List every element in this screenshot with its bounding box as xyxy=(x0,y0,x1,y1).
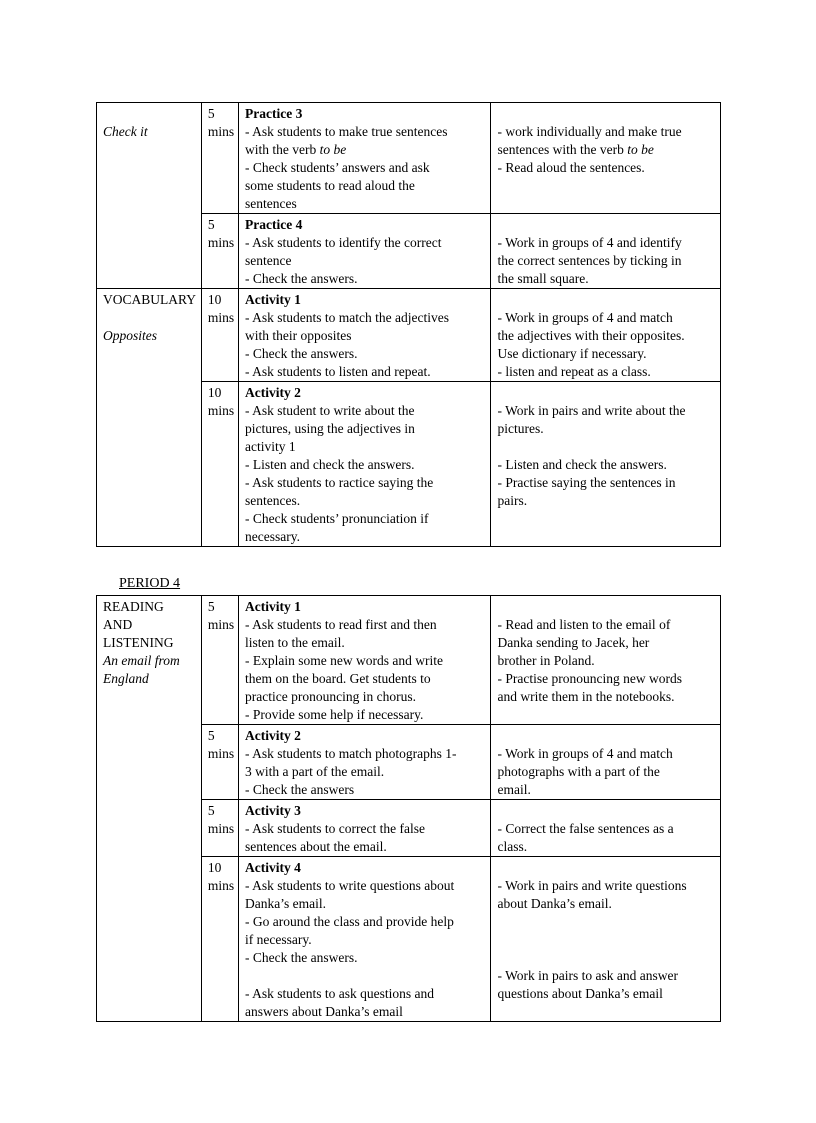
student-line: pairs. xyxy=(497,493,528,508)
teacher-line: - Check the answers. xyxy=(245,950,358,965)
student-line: - Work in groups of 4 and match xyxy=(497,310,673,325)
activity-title: Practice 3 xyxy=(245,106,303,121)
student-activity-cell xyxy=(491,289,721,382)
teacher-line: activity 1 xyxy=(245,439,296,454)
teacher-line: sentence xyxy=(245,253,292,268)
time-cell xyxy=(201,214,238,289)
time-cell xyxy=(201,596,238,725)
time-unit: mins xyxy=(207,403,235,418)
time-unit: mins xyxy=(207,878,235,893)
student-activity-cell xyxy=(491,725,721,800)
teacher-activity-cell xyxy=(239,382,491,547)
teacher-line: - Ask students to ractice saying the xyxy=(245,475,434,490)
teacher-line: - Ask students to write questions about xyxy=(245,878,455,893)
stage-cell xyxy=(97,596,202,1022)
teacher-line: - Provide some help if necessary. xyxy=(245,707,424,722)
student-line: - Work in pairs to ask and answer xyxy=(497,968,678,983)
student-line: class. xyxy=(497,839,528,854)
student-line: the adjectives with their opposites. xyxy=(497,328,685,343)
teacher-activity-cell xyxy=(239,596,491,725)
period-heading: PERIOD 4 xyxy=(119,576,181,591)
student-line: pictures. xyxy=(497,421,544,436)
time-value: 5 xyxy=(207,803,215,818)
teacher-line: necessary. xyxy=(245,529,301,544)
student-activity-cell xyxy=(491,103,721,214)
stage-text: READING xyxy=(103,599,164,614)
time-unit: mins xyxy=(207,617,235,632)
student-line: - Work in pairs and write about the xyxy=(497,403,686,418)
time-value: 5 xyxy=(207,728,215,743)
time-value: 10 xyxy=(207,385,222,400)
teacher-line: 3 with a part of the email. xyxy=(245,764,385,779)
student-line: - Work in groups of 4 and identify xyxy=(497,235,682,250)
activity-title: Activity 2 xyxy=(245,385,301,400)
student-line: about Danka’s email. xyxy=(497,896,612,911)
table-row xyxy=(97,103,721,214)
teacher-line: - Ask students to read first and then xyxy=(245,617,437,632)
student-line: brother in Poland. xyxy=(497,653,595,668)
time-cell xyxy=(201,857,238,1022)
time-cell xyxy=(201,103,238,214)
teacher-activity-cell xyxy=(239,103,491,214)
teacher-line: pictures, using the adjectives in xyxy=(245,421,415,436)
teacher-line: sentences. xyxy=(245,493,301,508)
teacher-line: sentences about the email. xyxy=(245,839,387,854)
teacher-line: Danka’s email. xyxy=(245,896,327,911)
teacher-line: them on the board. Get students to xyxy=(245,671,431,686)
teacher-line: - Check the answers. xyxy=(245,346,358,361)
teacher-activity-cell xyxy=(239,800,491,857)
time-cell xyxy=(201,289,238,382)
student-line: - Read and listen to the email of xyxy=(497,617,671,632)
stage-subtitle: Opposites xyxy=(103,328,157,343)
teacher-line: - Ask students to make true sentences xyxy=(245,124,448,139)
student-line: - listen and repeat as a class. xyxy=(497,364,651,379)
activity-title: Activity 3 xyxy=(245,803,301,818)
teacher-line: - Ask students to match the adjectives xyxy=(245,310,450,325)
student-line: questions about Danka’s email xyxy=(497,986,663,1001)
student-line: - Work in groups of 4 and match xyxy=(497,746,673,761)
teacher-line: - Ask students to match photographs 1- xyxy=(245,746,457,761)
time-unit: mins xyxy=(207,124,235,139)
stage-text: LISTENING xyxy=(103,635,174,650)
student-line: Danka sending to Jacek, her xyxy=(497,635,650,650)
teacher-line: - Listen and check the answers. xyxy=(245,457,415,472)
stage-cell xyxy=(97,103,202,289)
time-unit: mins xyxy=(207,235,235,250)
teacher-line: with the verb to be xyxy=(245,142,347,157)
student-line: - Correct the false sentences as a xyxy=(497,821,674,836)
time-unit: mins xyxy=(207,821,235,836)
student-activity-cell xyxy=(491,800,721,857)
teacher-line: - Check the answers xyxy=(245,782,355,797)
time-value: 10 xyxy=(207,292,222,307)
student-activity-cell xyxy=(491,857,721,1022)
student-line: email. xyxy=(497,782,531,797)
teacher-line: - Go around the class and provide help xyxy=(245,914,454,929)
time-value: 10 xyxy=(207,860,222,875)
student-line: - Work in pairs and write questions xyxy=(497,878,687,893)
stage-subtitle: An email from xyxy=(103,653,180,668)
student-activity-cell xyxy=(491,596,721,725)
activity-title: Activity 1 xyxy=(245,292,301,307)
teacher-line: - Ask students to identify the correct xyxy=(245,235,442,250)
activity-title: Activity 1 xyxy=(245,599,301,614)
teacher-line: with their opposites xyxy=(245,328,352,343)
teacher-line: - Check students’ answers and ask xyxy=(245,160,430,175)
teacher-line: some students to read aloud the xyxy=(245,178,415,193)
activity-title: Activity 2 xyxy=(245,728,301,743)
stage-cell xyxy=(97,289,202,547)
teacher-activity-cell xyxy=(239,725,491,800)
student-line: Use dictionary if necessary. xyxy=(497,346,647,361)
teacher-line: - Check students’ pronunciation if xyxy=(245,511,429,526)
student-line: - Practise pronouncing new words xyxy=(497,671,682,686)
teacher-line: - Explain some new words and write xyxy=(245,653,443,668)
student-line: the correct sentences by ticking in xyxy=(497,253,682,268)
time-value: 5 xyxy=(207,217,215,232)
student-line: - Practise saying the sentences in xyxy=(497,475,676,490)
stage-subtitle: England xyxy=(103,671,149,686)
student-line: photographs with a part of the xyxy=(497,764,660,779)
teacher-line: - Ask students to listen and repeat. xyxy=(245,364,431,379)
lesson-table-1 xyxy=(96,102,721,547)
student-line: - Read aloud the sentences. xyxy=(497,160,645,175)
stage-text: AND xyxy=(103,617,133,632)
table-row xyxy=(97,596,721,725)
student-line: and write them in the notebooks. xyxy=(497,689,675,704)
student-activity-cell xyxy=(491,382,721,547)
time-cell xyxy=(201,382,238,547)
student-line: the small square. xyxy=(497,271,589,286)
student-line: - Listen and check the answers. xyxy=(497,457,667,472)
activity-title: Practice 4 xyxy=(245,217,303,232)
teacher-line: - Check the answers. xyxy=(245,271,358,286)
teacher-line: practice pronouncing in chorus. xyxy=(245,689,416,704)
teacher-activity-cell xyxy=(239,214,491,289)
stage-text: VOCABULARY xyxy=(103,292,197,307)
student-line: - work individually and make true xyxy=(497,124,682,139)
teacher-line: - Ask student to write about the xyxy=(245,403,415,418)
time-value: 5 xyxy=(207,106,215,121)
teacher-line: sentences xyxy=(245,196,297,211)
time-unit: mins xyxy=(207,746,235,761)
stage-text: Check it xyxy=(103,124,148,139)
teacher-line: if necessary. xyxy=(245,932,312,947)
time-unit: mins xyxy=(207,310,235,325)
lesson-table-2 xyxy=(96,595,721,1022)
teacher-line: - Ask students to correct the false xyxy=(245,821,425,836)
student-activity-cell xyxy=(491,214,721,289)
teacher-activity-cell xyxy=(239,289,491,382)
student-line: sentences with the verb to be xyxy=(497,142,654,157)
activity-title: Activity 4 xyxy=(245,860,301,875)
teacher-line: listen to the email. xyxy=(245,635,345,650)
teacher-activity-cell xyxy=(239,857,491,1022)
table-row xyxy=(97,289,721,382)
time-cell xyxy=(201,800,238,857)
time-value: 5 xyxy=(207,599,215,614)
time-cell xyxy=(201,725,238,800)
teacher-line: - Ask students to ask questions and xyxy=(245,986,435,1001)
teacher-line: answers about Danka’s email xyxy=(245,1004,403,1019)
